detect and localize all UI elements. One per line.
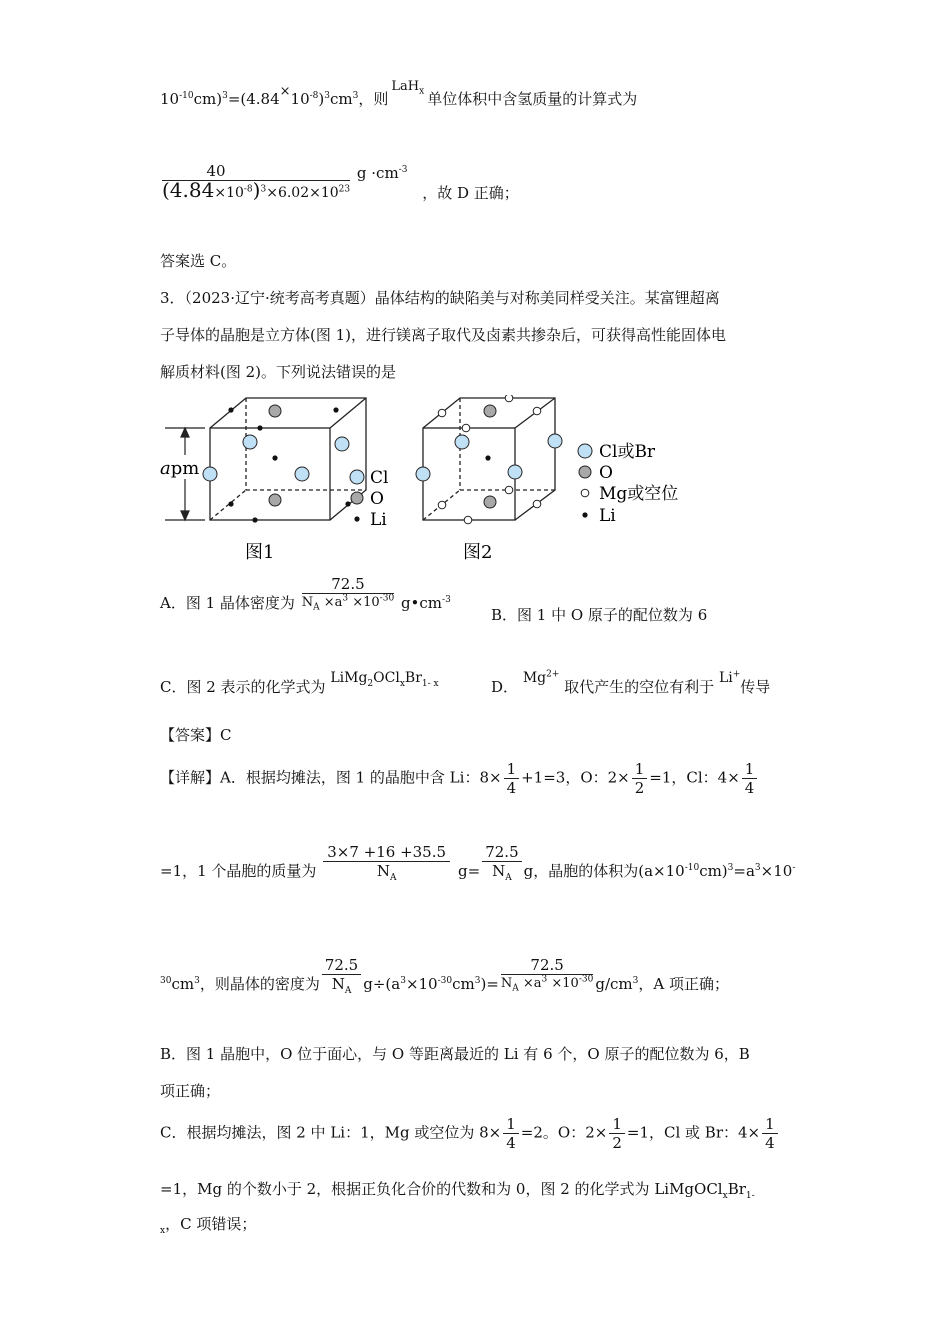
sup: 3 — [222, 91, 228, 101]
sup: 3 — [474, 975, 481, 986]
text: Mg — [522, 670, 547, 686]
detail-line-4: B．图 1 晶胞中，O 位于面心，与 O 等距离最近的 Li 有 6 个，O 原子的配位数为 6，B — [160, 1045, 750, 1063]
text: C．图 2 表示的化学式为 — [160, 678, 326, 696]
text: g，晶胞的体积为(a×10 — [523, 861, 685, 880]
intro-line-1 — [160, 79, 638, 112]
fraction-denominator — [162, 178, 351, 202]
text-run — [160, 975, 320, 993]
fraction-numerator: 1 — [503, 1115, 519, 1134]
mg-vacancy-site — [505, 395, 513, 402]
sup: 3 — [541, 974, 548, 985]
fraction — [609, 1115, 625, 1152]
sup: 3 — [352, 91, 359, 101]
sup: -30 — [437, 975, 453, 986]
answer-label: 【答案】C — [160, 726, 232, 744]
legend-li: Li — [370, 510, 387, 530]
fraction — [503, 1115, 519, 1152]
sub: x — [722, 1191, 728, 1201]
sub: A — [389, 873, 397, 883]
text: ×10 — [547, 976, 579, 991]
cl-atom — [335, 437, 349, 451]
figure1-caption: 图1 — [245, 542, 275, 563]
legend-o: O — [599, 463, 613, 483]
text: cm — [330, 90, 353, 108]
sub: x — [399, 678, 405, 689]
text: ×6.02 — [266, 185, 310, 201]
text: =1，Cl：4× — [649, 768, 740, 787]
text: Br — [727, 1180, 746, 1198]
cl-atom — [243, 435, 257, 449]
text: OCl — [373, 670, 400, 686]
detail-line-1 — [160, 760, 759, 797]
formula — [330, 670, 439, 689]
o-atom — [484, 496, 496, 508]
fraction-numerator: 40 — [162, 162, 350, 181]
li-atom — [257, 425, 262, 430]
option-b: B．图 1 中 O 原子的配位数为 6 — [491, 606, 708, 624]
text: g ·cm — [356, 164, 399, 182]
sup: - — [792, 862, 796, 873]
sub: A — [505, 873, 512, 883]
legend-cl-br: Cl或Br — [599, 442, 656, 462]
fraction-numerator: 1 — [762, 1115, 778, 1134]
text: N — [376, 862, 390, 880]
option-d — [491, 666, 771, 696]
text: =1，Mg 的个数小于 2，根据正负化合价的代数和为 0，图 2 的化学式为 LiMgOCl — [160, 1180, 723, 1198]
text: 10 — [290, 90, 310, 108]
sup: 3 — [632, 975, 639, 986]
mg-vacancy-site — [505, 486, 513, 494]
hydrogen-mass-expression — [160, 162, 519, 202]
sup: 3 — [324, 91, 331, 101]
sub: 1- — [745, 1191, 755, 1201]
text: 单位体积中含氢质量的计算式为 — [427, 90, 638, 108]
detail-line-2 — [160, 843, 796, 883]
text: =(4.84 — [227, 90, 280, 108]
text: C．根据均摊法，图 2 中 Li：1，Mg 或空位为 8× — [160, 1123, 502, 1142]
text: ，A 项正确； — [638, 974, 729, 993]
text: ×10 — [405, 974, 438, 993]
text: Br — [404, 670, 422, 686]
sup: + — [732, 669, 741, 680]
text: N — [492, 862, 506, 880]
li-atom — [333, 407, 338, 412]
sup: 3 — [260, 184, 267, 195]
fraction-numerator: 1 — [609, 1115, 625, 1134]
text: cm — [171, 974, 195, 993]
cl-br-atom — [508, 465, 522, 479]
sup: 3 — [342, 593, 349, 604]
fraction-denominator: 2 — [612, 1134, 622, 1152]
detail-line-8 — [160, 1213, 256, 1235]
fraction-denominator: 4 — [744, 779, 755, 797]
sub: A — [512, 983, 519, 994]
text: ×10 — [214, 185, 244, 201]
fraction-numerator: 3×7 +16 +35.5 — [323, 843, 450, 862]
cl-br-atom — [455, 435, 469, 449]
text: )= — [480, 974, 499, 993]
mg-ion — [523, 670, 560, 686]
mass-fraction — [482, 843, 521, 883]
fraction-numerator: 1 — [742, 760, 758, 779]
lah-formula — [391, 79, 425, 97]
density-fraction — [501, 956, 593, 993]
fraction-numerator: 72.5 — [501, 956, 593, 975]
sup: 30 — [160, 975, 172, 986]
cl-br-atom — [548, 434, 562, 448]
mg-vacancy-site — [438, 409, 446, 417]
text: N — [301, 595, 314, 610]
fraction — [762, 1115, 778, 1152]
text: ×a — [518, 976, 542, 991]
text: ，则 — [358, 90, 389, 108]
legend-li: Li — [599, 506, 616, 526]
text: N — [500, 976, 513, 991]
detail-line-5: 项正确； — [160, 1082, 221, 1100]
li-atom — [272, 455, 277, 460]
text: g•cm — [400, 593, 443, 612]
li-atom — [228, 501, 233, 506]
detail-line-3 — [160, 956, 729, 996]
answer-line: 答案选 C。 — [160, 252, 237, 270]
text: =a — [733, 861, 755, 880]
text: ×a — [319, 595, 343, 610]
text-run — [363, 975, 499, 993]
sup: -10 — [684, 862, 700, 873]
sub: 1- x — [421, 678, 439, 689]
text: g/cm — [595, 974, 633, 993]
li-ion — [719, 670, 740, 686]
text: 取代产生的空位有利于 — [564, 678, 715, 696]
mg-vacancy-site — [533, 407, 541, 415]
text: cm) — [699, 861, 728, 880]
legend-figure1 — [350, 468, 388, 530]
text: =2。O：2× — [520, 1123, 608, 1142]
fraction-denominator: 4 — [506, 1134, 516, 1152]
sub: x — [419, 86, 425, 97]
sup: 3 — [400, 975, 406, 986]
cl-atom — [295, 467, 309, 481]
o-atom — [269, 405, 281, 417]
text: +1=3，O：2× — [521, 768, 630, 787]
sup: -8 — [243, 184, 253, 195]
text: cm) — [193, 90, 223, 108]
figure2-atoms — [416, 395, 562, 524]
text: g÷(a — [363, 974, 401, 993]
text: 传导 — [740, 678, 771, 696]
o-atom — [269, 494, 281, 506]
text: LaH — [391, 79, 420, 94]
sup: -30 — [578, 974, 594, 985]
density-fraction — [302, 575, 394, 612]
fraction-denominator — [482, 862, 521, 883]
unit — [357, 164, 408, 182]
fraction — [742, 760, 758, 797]
sub: A — [344, 986, 352, 996]
li-atom — [485, 455, 490, 460]
dimension-label: apm — [160, 458, 200, 479]
sub: A — [313, 602, 320, 613]
fraction — [504, 760, 520, 797]
option-c — [160, 666, 439, 696]
sup: 3 — [754, 862, 761, 873]
text: ) — [252, 178, 261, 202]
question-line-1: 3．（2023·辽宁·统考高考真题）晶体结构的缺陷美与对称美同样受关注。某富锂超离 — [160, 289, 720, 307]
li-atom — [252, 517, 257, 522]
fraction-numerator: 72.5 — [482, 843, 521, 862]
text: 10 — [160, 90, 180, 108]
text-run — [524, 862, 796, 880]
text: =1，Cl 或 Br：4× — [626, 1123, 761, 1142]
mg-vacancy-site — [464, 516, 472, 524]
fraction-numerator: 72.5 — [322, 956, 361, 975]
mg-vacancy-site — [462, 424, 470, 432]
sub: 2 — [367, 678, 374, 689]
text: =1，1 个晶胞的质量为 — [160, 861, 317, 880]
figure1-atoms — [203, 405, 351, 523]
fraction-denominator: 4 — [506, 779, 517, 797]
li-atom — [228, 407, 233, 412]
fraction-denominator — [501, 975, 593, 993]
sup: -10 — [179, 91, 194, 101]
legend-o: O — [370, 489, 384, 509]
li-atom — [345, 501, 350, 506]
mass-fraction — [323, 843, 450, 883]
fraction-denominator — [323, 862, 450, 883]
option-a — [160, 575, 451, 612]
cl-br-atom — [416, 467, 430, 481]
unit — [401, 594, 451, 612]
sup: -30 — [379, 593, 395, 604]
sub: x — [160, 1226, 166, 1236]
text: ×10 — [760, 861, 793, 880]
text: 【详解】A．根据均摊法，图 1 的晶胞中含 Li：8× — [160, 768, 502, 787]
question-line-2: 子导体的晶胞是立方体(图 1)，进行镁离子取代及卤素共掺杂后，可获得高性能固体电 — [160, 326, 727, 344]
text: ，则晶体的密度为 — [199, 974, 320, 993]
question-line-3: 解质材料(图 2)。下列说法错误的是 — [160, 363, 397, 381]
sup: -8 — [309, 91, 319, 101]
fraction — [632, 760, 648, 797]
legend-figure2 — [578, 442, 678, 526]
expression-fraction — [162, 162, 350, 202]
text: cm — [452, 974, 475, 993]
fraction-numerator: 1 — [504, 760, 520, 779]
mg-vacancy-site — [438, 501, 446, 509]
text-run — [595, 975, 729, 993]
sup: 2+ — [546, 669, 560, 680]
legend-mg-vacancy: Mg或空位 — [599, 484, 679, 504]
text: (4.84 — [162, 178, 215, 202]
text: ×10 — [309, 185, 339, 201]
text: ) — [318, 90, 325, 108]
fraction-denominator — [302, 594, 394, 612]
crystal-cell-figure — [155, 395, 715, 570]
detail-line-7 — [160, 1178, 755, 1200]
text: Li — [718, 670, 733, 686]
sup: 3 — [194, 975, 200, 986]
legend-cl: Cl — [370, 468, 389, 488]
text: ，C 项错误； — [165, 1215, 257, 1233]
mg-vacancy-site — [533, 500, 541, 508]
sup: -3 — [442, 594, 451, 605]
detail-line-6 — [160, 1115, 780, 1152]
text: ，故 D 正确； — [422, 184, 519, 202]
fraction-denominator: 2 — [634, 779, 645, 797]
sup: -3 — [398, 165, 408, 175]
figure1-cube — [210, 398, 366, 520]
sup: 3 — [727, 862, 734, 873]
o-atom — [484, 405, 496, 417]
text: LiMg — [330, 670, 368, 686]
text: N — [331, 975, 345, 993]
fraction-numerator: 72.5 — [302, 575, 394, 594]
text: g= — [458, 861, 481, 880]
text: D． — [491, 678, 519, 696]
text: ×10 — [348, 595, 380, 610]
cl-atom — [203, 467, 217, 481]
sup: 23 — [338, 184, 351, 195]
fraction-denominator — [322, 975, 361, 996]
figure2-caption: 图2 — [463, 542, 493, 563]
fraction-denominator: 4 — [765, 1134, 775, 1152]
text: A．图 1 晶体密度为 — [160, 593, 295, 612]
fraction-numerator: 1 — [632, 760, 648, 779]
times-sign: × — [279, 84, 291, 99]
density-fraction — [322, 956, 361, 996]
